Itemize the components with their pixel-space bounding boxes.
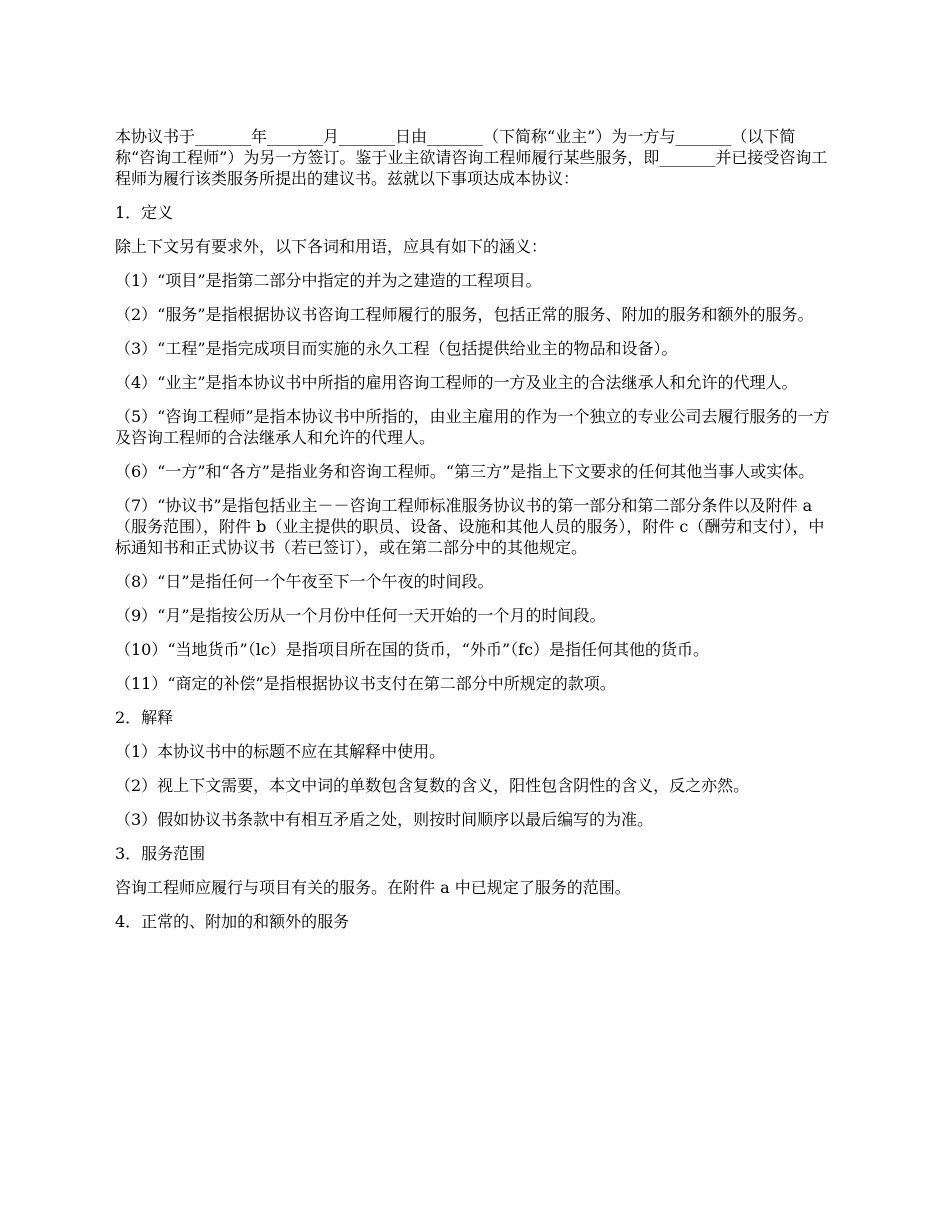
section-3-heading: 3．服务范围	[115, 844, 206, 863]
interpretation-item: （2）视上下文需要，本文中词的单数包含复数的含义，阳性包含阴性的含义，反之亦然。	[115, 776, 750, 795]
section-4-heading: 4．正常的、附加的和额外的服务	[115, 912, 350, 931]
definition-item: （3）“工程”是指完成项目而实施的永久工程（包括提供给业主的物品和设备）。	[115, 339, 678, 358]
definition-item: （11）“商定的补偿”是指根据协议书支付在第二部分中所规定的款项。	[115, 674, 616, 693]
definition-item: （7）“协议书”是指包括业主－－咨询工程师标准服务协议书的第一部分和第二部分条件以及附件 a（服务范围），附件 b（业主提供的职员、设备、设施和其他人员的服务），附件 c（酬劳和支付），中标通知书和正式协议书（若已签订），或在第二部分中的其他规定。	[115, 496, 825, 557]
definition-item: （6）“一方”和“各方”是指业务和咨询工程师。“第三方”是指上下文要求的任何其他当事人或实体。	[115, 462, 815, 481]
interpretation-item: （1）本协议书中的标题不应在其解释中使用。	[115, 742, 446, 761]
section-3-body: 咨询工程师应履行与项目有关的服务。在附件 a 中已规定了服务的范围。	[115, 878, 631, 897]
interpretation-item: （3）假如协议书条款中有相互矛盾之处，则按时间顺序以最后编写的为准。	[115, 810, 654, 829]
definition-item: （2）“服务”是指根据协议书咨询工程师履行的服务，包括正常的服务、附加的服务和额外的服务。	[115, 305, 814, 324]
definition-item: （4）“业主”是指本协议书中所指的雇用咨询工程师的一方及业主的合法继承人和允许的代理人。	[115, 373, 798, 392]
section-2-heading: 2．解释	[115, 708, 174, 727]
document-page	[115, 126, 835, 945]
agreement-intro: 本协议书于_______年_______月_______日由_______（下简称“业主”）为一方与_______（以下简称“咨询工程师”）为另一方签订。鉴于业主欲请咨询工程师履行某些服务，即_______并已接受咨询工程师为履行该类服务所提出的建议书。兹就以下事项达成本协议：	[115, 127, 828, 188]
section-1-lead: 除上下文另有要求外，以下各词和用语，应具有如下的涵义：	[115, 237, 548, 256]
definition-item: （9）“月”是指按公历从一个月份中任何一天开始的一个月的时间段。	[115, 606, 606, 625]
definition-item: （1）“项目”是指第二部分中指定的并为之建造的工程项目。	[115, 271, 542, 290]
definition-item: （5）“咨询工程师”是指本协议书中所指的，由业主雇用的作为一个独立的专业公司去履行服务的一方及咨询工程师的合法继承人和允许的代理人。	[115, 407, 830, 447]
definition-item: （10）“当地货币”（lc）是指项目所在国的货币，“外币”（fc）是指任何其他的货币。	[115, 640, 710, 659]
definition-item: （8）“日”是指任何一个午夜至下一个午夜的时间段。	[115, 572, 494, 591]
section-1-heading: 1．定义	[115, 203, 174, 222]
